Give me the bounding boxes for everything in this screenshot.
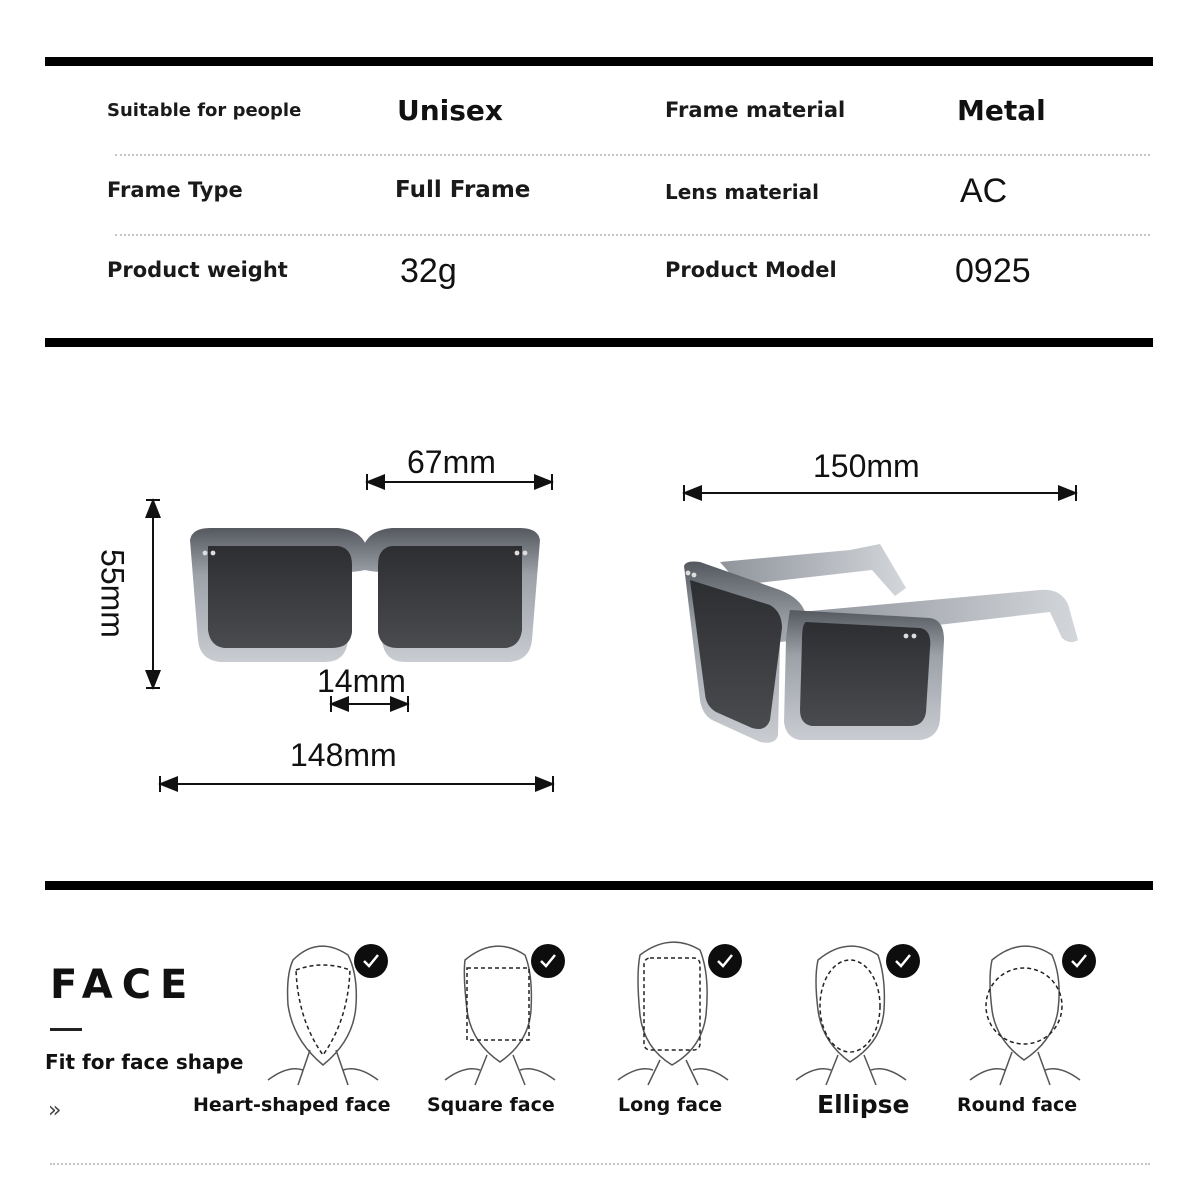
spec-label-frame-type: Frame Type — [107, 178, 243, 202]
spec-value-frame-material: Metal — [957, 94, 1046, 127]
spec-label-lens-material: Lens material — [665, 180, 819, 204]
double-chevron-icon: » — [48, 1098, 62, 1123]
face-shape-ellipse — [778, 930, 948, 1090]
face-title-underline — [50, 1028, 82, 1031]
side-view-glasses — [684, 544, 1078, 743]
spec-label-product-weight: Product weight — [107, 258, 288, 282]
spec-label-product-model: Product Model — [665, 258, 837, 282]
spec-value-product-weight: 32g — [400, 252, 457, 290]
spec-value-suitable: Unisex — [397, 94, 503, 127]
dim-frame-width: 148mm — [290, 737, 397, 773]
face-label-heart: Heart-shaped face — [193, 1094, 391, 1116]
check-icon — [531, 944, 565, 978]
face-title: FACE — [50, 962, 197, 1008]
face-label-square: Square face — [427, 1094, 555, 1116]
face-shape-square — [425, 930, 595, 1090]
face-label-ellipse: Ellipse — [817, 1090, 910, 1119]
bottom-rule — [45, 881, 1153, 890]
check-icon — [354, 944, 388, 978]
spec-value-frame-type: Full Frame — [395, 177, 531, 203]
face-subtitle: Fit for face shape — [45, 1050, 244, 1074]
face-label-round: Round face — [957, 1094, 1078, 1116]
face-label-long: Long face — [618, 1094, 723, 1116]
dim-temple-length: 150mm — [813, 448, 920, 484]
face-shape-round — [952, 930, 1122, 1090]
dim-lens-width: 67mm — [407, 444, 496, 480]
spec-label-suitable: Suitable for people — [107, 100, 302, 121]
spec-value-product-model: 0925 — [955, 252, 1031, 290]
check-icon — [886, 944, 920, 978]
dim-bridge: 14mm — [317, 663, 406, 699]
front-view-glasses — [190, 528, 540, 662]
dim-lens-height: 55mm — [94, 549, 131, 638]
spec-value-lens-material: AC — [960, 172, 1008, 210]
face-shape-heart — [248, 930, 418, 1090]
face-shape-long — [600, 930, 770, 1090]
spec-label-frame-material: Frame material — [665, 98, 846, 122]
check-icon — [708, 944, 742, 978]
check-icon — [1062, 944, 1096, 978]
bottom-divider — [50, 1163, 1150, 1165]
